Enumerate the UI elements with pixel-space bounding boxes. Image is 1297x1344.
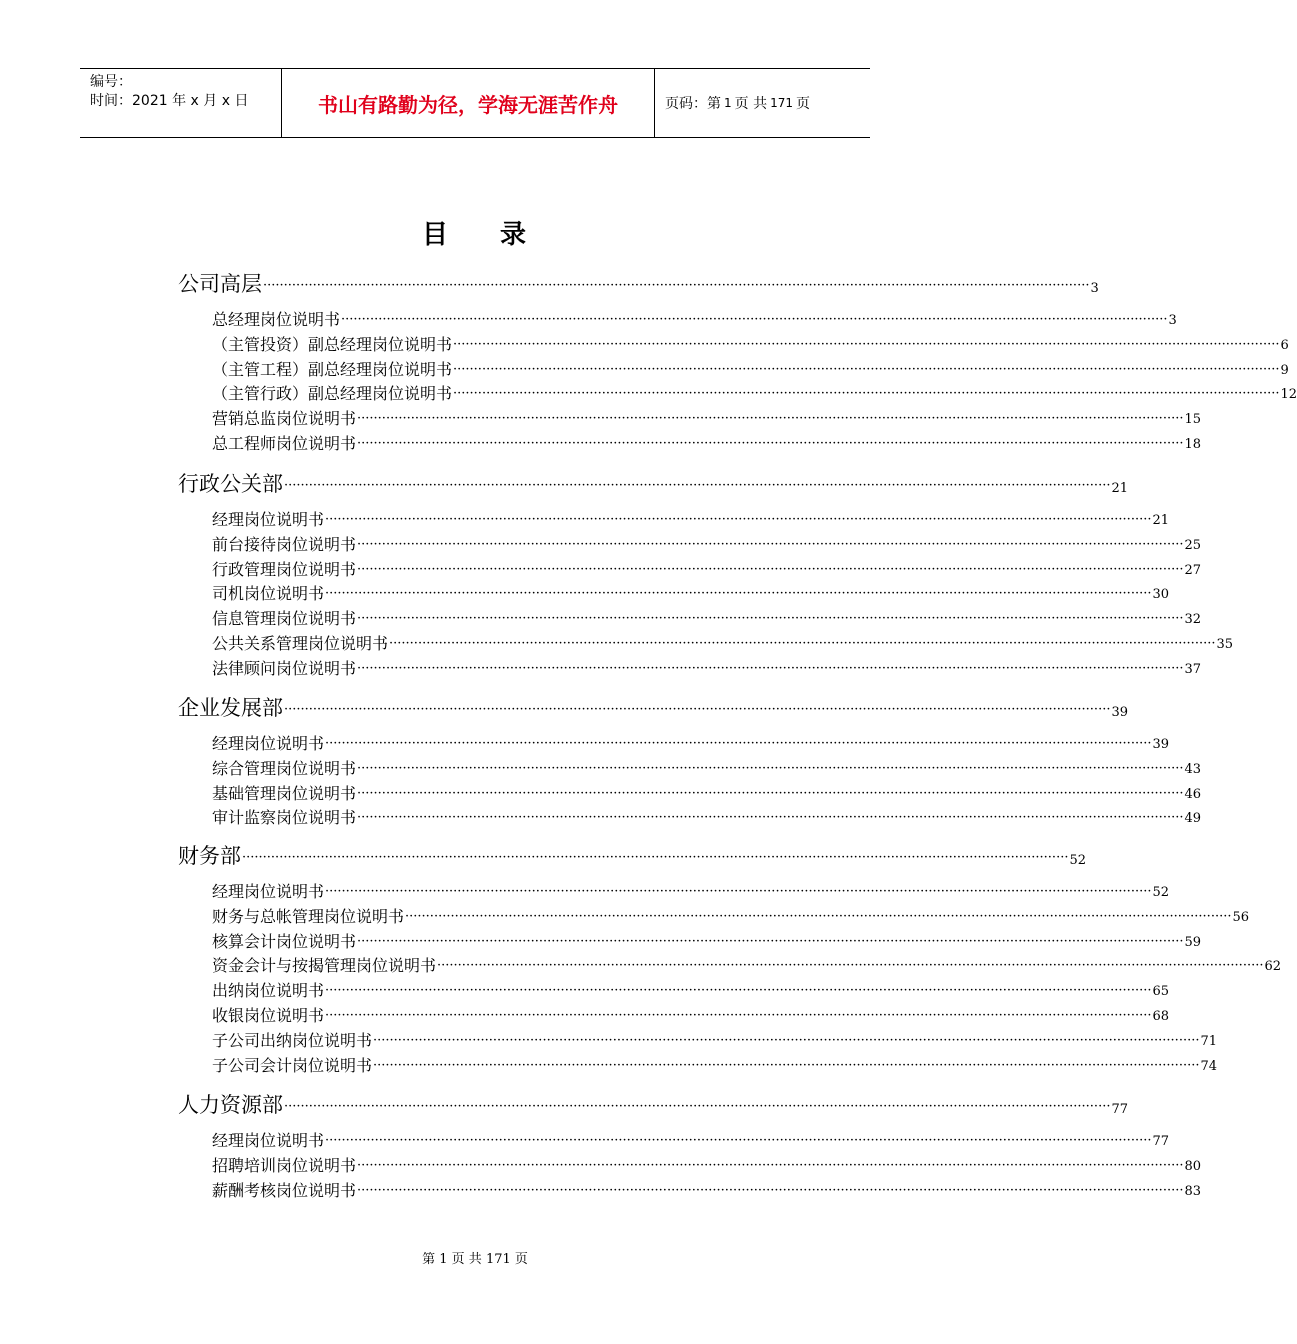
toc-dot-leader: ········································································································································································································: [389, 636, 1216, 651]
page-suffix: 页: [796, 96, 810, 112]
toc-entry-title: 薪酬考核岗位说明书: [212, 1180, 357, 1200]
toc-entry-title: 经理岗位说明书: [212, 1131, 325, 1150]
toc-dot-leader: ········································································································································································································: [357, 411, 1184, 427]
toc-entry-title: 经理岗位说明书: [212, 510, 325, 529]
date-label: 时间：2021 年 x 月 x 日: [90, 93, 249, 109]
toc-entry[interactable]: [212, 1054, 1218, 1076]
toc-entry-title: 财务与总帐管理岗位说明书: [212, 906, 405, 926]
toc-section[interactable]: [178, 468, 1129, 498]
toc-entry-title: 营销总监岗位说明书: [212, 409, 357, 429]
toc-dot-leader: ········································································································································································································: [357, 1157, 1184, 1173]
toc-entry-title: 经理岗位说明书: [212, 882, 325, 901]
page-current: 1: [724, 96, 732, 110]
toc-section[interactable]: [178, 692, 1129, 722]
toc-entry[interactable]: [212, 1129, 1170, 1151]
toc-dot-leader: ········································································································································································································: [453, 386, 1280, 402]
toc-entry-title: 人力资源部: [178, 1093, 283, 1117]
page-total: 171: [770, 96, 793, 110]
toc-dot-leader: ········································································································································································································: [284, 1099, 1111, 1114]
toc-entry[interactable]: [212, 607, 1202, 629]
toc-title-right: 录: [500, 220, 529, 250]
toc-dot-leader: ········································································································································································································: [325, 1008, 1152, 1023]
toc-dot-leader: ········································································································································································································: [357, 436, 1184, 451]
toc-entry-title: 资金会计与按揭管理岗位说明书: [212, 956, 437, 976]
toc-entry-page: 49: [1184, 811, 1202, 827]
footer-total: 171: [485, 1252, 511, 1267]
toc-entry-title: 子公司会计岗位说明书: [212, 1055, 373, 1075]
toc-entry[interactable]: [212, 757, 1202, 779]
header-motto: 书山有路勤为径，学海无涯苦作舟: [282, 69, 655, 137]
toc-entry[interactable]: [212, 382, 1297, 404]
toc-dot-leader: ········································································································································································································: [242, 850, 1069, 865]
toc-entry-page: 56: [1232, 909, 1250, 925]
toc-entry-title: 公共关系管理岗位说明书: [212, 634, 389, 653]
header-meta: [80, 69, 282, 137]
toc-entry-title: 经理岗位说明书: [212, 734, 325, 753]
toc-entry-title: 总工程师岗位说明书: [212, 434, 357, 453]
toc-dot-leader: ········································································································································································································: [263, 278, 1090, 293]
footer-current: 1: [439, 1252, 448, 1267]
page-header: [80, 68, 870, 138]
toc-entry[interactable]: [212, 407, 1202, 429]
toc-dot-leader: ········································································································································································································: [357, 933, 1184, 949]
toc-entry-page: 37: [1184, 661, 1202, 677]
toc-entry[interactable]: [212, 508, 1170, 530]
toc-entry[interactable]: [212, 1179, 1202, 1201]
toc-entry-title: 出纳岗位说明书: [212, 981, 325, 1001]
toc-entry[interactable]: [212, 806, 1202, 828]
toc-entry[interactable]: [212, 905, 1250, 927]
toc-entry-page: 12: [1280, 387, 1297, 403]
toc-dot-leader: ········································································································································································································: [357, 536, 1184, 552]
toc-entry[interactable]: [212, 979, 1170, 1001]
toc-dot-leader: ········································································································································································································: [284, 702, 1111, 717]
toc-entry-title: 收银岗位说明书: [212, 1006, 325, 1025]
toc-entry[interactable]: [212, 558, 1202, 580]
toc-entry[interactable]: [212, 582, 1170, 604]
toc-entry[interactable]: [212, 657, 1202, 679]
toc-entry-page: 30: [1152, 587, 1170, 603]
toc-dot-leader: ········································································································································································································: [284, 478, 1111, 493]
toc-section[interactable]: [178, 1089, 1129, 1119]
toc-dot-leader: ········································································································································································································: [405, 908, 1232, 924]
toc-entry-title: 前台接待岗位说明书: [212, 534, 357, 554]
toc-entry[interactable]: [212, 432, 1202, 454]
toc-entry[interactable]: [212, 632, 1234, 654]
toc-entry-page: 21: [1152, 513, 1170, 528]
toc-dot-leader: ········································································································································································································: [357, 760, 1184, 776]
footer-mid: 页 共: [451, 1252, 482, 1267]
toc-dot-leader: ········································································································································································································: [373, 1057, 1200, 1073]
toc-entry[interactable]: [212, 1004, 1170, 1026]
toc-entry[interactable]: [212, 930, 1202, 952]
toc-title-left: 目: [421, 220, 450, 250]
toc-dot-leader: ········································································································································································································: [325, 983, 1152, 999]
toc-entry-title: 审计监察岗位说明书: [212, 808, 357, 828]
toc-dot-leader: ········································································································································································································: [341, 312, 1168, 327]
toc-entry-page: 9: [1280, 362, 1289, 378]
toc-entry[interactable]: [212, 782, 1202, 804]
footer-prefix: 第: [422, 1252, 436, 1267]
toc-entry[interactable]: [212, 732, 1170, 754]
toc-entry-page: 65: [1152, 984, 1170, 1000]
toc-entry-page: 32: [1184, 612, 1202, 628]
toc-entry-page: 39: [1152, 737, 1170, 752]
toc-dot-leader: ········································································································································································································: [357, 810, 1184, 826]
toc-entry[interactable]: [212, 333, 1289, 355]
toc-entry-page: 68: [1152, 1009, 1170, 1024]
toc-entry-page: 77: [1152, 1134, 1170, 1149]
toc-entry-title: 企业发展部: [178, 696, 283, 720]
page-footer: [0, 1248, 950, 1267]
toc-dot-leader: ········································································································································································································: [437, 958, 1264, 974]
toc-entry[interactable]: [212, 308, 1177, 330]
footer-suffix: 页: [514, 1252, 528, 1267]
toc-dot-leader: ········································································································································································································: [373, 1032, 1200, 1048]
toc-entry-page: 52: [1069, 853, 1087, 868]
toc-dot-leader: ········································································································································································································: [325, 512, 1152, 527]
toc-entry-page: 43: [1184, 761, 1202, 777]
code-label: 编号：: [90, 74, 132, 90]
toc-entry-title: 公司高层: [178, 272, 262, 296]
toc-entry-page: 39: [1111, 705, 1129, 720]
toc-entry[interactable]: [212, 1029, 1218, 1051]
toc-entry-page: 3: [1168, 313, 1177, 328]
toc-entry-title: （主管行政）副总经理岗位说明书: [212, 384, 453, 404]
toc-entry-page: 3: [1090, 281, 1099, 296]
toc-entry-title: 信息管理岗位说明书: [212, 609, 357, 629]
toc-dot-leader: ········································································································································································································: [325, 736, 1152, 751]
toc-entry-page: 18: [1184, 437, 1202, 452]
toc-entry-page: 27: [1184, 562, 1202, 578]
toc-entry-page: 52: [1152, 885, 1170, 900]
toc-entry-title: 招聘培训岗位说明书: [212, 1155, 357, 1175]
toc-entry[interactable]: [212, 358, 1289, 380]
toc-entry-title: 司机岗位说明书: [212, 584, 325, 604]
toc-entry[interactable]: [212, 533, 1202, 555]
toc-entry[interactable]: [212, 1154, 1202, 1176]
header-page-info: [655, 69, 870, 137]
toc-title: [0, 214, 950, 251]
toc-entry-title: 行政公关部: [178, 472, 283, 496]
toc-entry-page: 59: [1184, 934, 1202, 950]
toc-entry-title: 财务部: [178, 844, 241, 868]
toc-dot-leader: ········································································································································································································: [357, 1182, 1184, 1198]
toc-entry-title: （主管投资）副总经理岗位说明书: [212, 334, 453, 354]
toc-entry-title: 法律顾问岗位说明书: [212, 658, 357, 678]
toc-dot-leader: ········································································································································································································: [357, 561, 1184, 577]
toc-entry[interactable]: [212, 954, 1282, 976]
toc-entry-page: 25: [1184, 537, 1202, 553]
toc-entry-page: 83: [1184, 1183, 1202, 1199]
toc-dot-leader: ········································································································································································································: [325, 884, 1152, 899]
toc-entry-title: 行政管理岗位说明书: [212, 559, 357, 579]
toc-entry-page: 62: [1264, 959, 1282, 975]
toc-dot-leader: ········································································································································································································: [453, 336, 1280, 352]
toc-entry-page: 21: [1111, 481, 1129, 496]
toc-entry-title: 子公司出纳岗位说明书: [212, 1030, 373, 1050]
toc-entry-title: 基础管理岗位说明书: [212, 783, 357, 803]
page-mid: 页 共: [734, 96, 768, 112]
toc-entry-page: 77: [1111, 1102, 1129, 1117]
toc-dot-leader: ········································································································································································································: [357, 660, 1184, 676]
toc-entry-title: 核算会计岗位说明书: [212, 931, 357, 951]
toc-entry-page: 35: [1216, 637, 1234, 652]
toc-entry[interactable]: [212, 880, 1170, 902]
toc-dot-leader: ········································································································································································································: [357, 785, 1184, 801]
toc-entry-page: 15: [1184, 412, 1202, 428]
page-prefix: 页码：第: [665, 96, 721, 112]
toc-dot-leader: ········································································································································································································: [453, 361, 1280, 377]
toc-entry-page: 80: [1184, 1158, 1202, 1174]
toc-entry-page: 46: [1184, 786, 1202, 802]
toc-entry-page: 74: [1200, 1058, 1218, 1074]
toc-entry-page: 71: [1200, 1033, 1218, 1049]
toc-dot-leader: ········································································································································································································: [357, 611, 1184, 627]
toc-dot-leader: ········································································································································································································: [325, 1133, 1152, 1148]
toc-entry-page: 6: [1280, 337, 1289, 353]
toc-section[interactable]: [178, 840, 1087, 870]
toc-entry-title: （主管工程）副总经理岗位说明书: [212, 359, 453, 379]
toc-entry-title: 总经理岗位说明书: [212, 310, 341, 329]
toc-entry-title: 综合管理岗位说明书: [212, 758, 357, 778]
toc-section[interactable]: [178, 268, 1099, 298]
toc-dot-leader: ········································································································································································································: [325, 586, 1152, 602]
